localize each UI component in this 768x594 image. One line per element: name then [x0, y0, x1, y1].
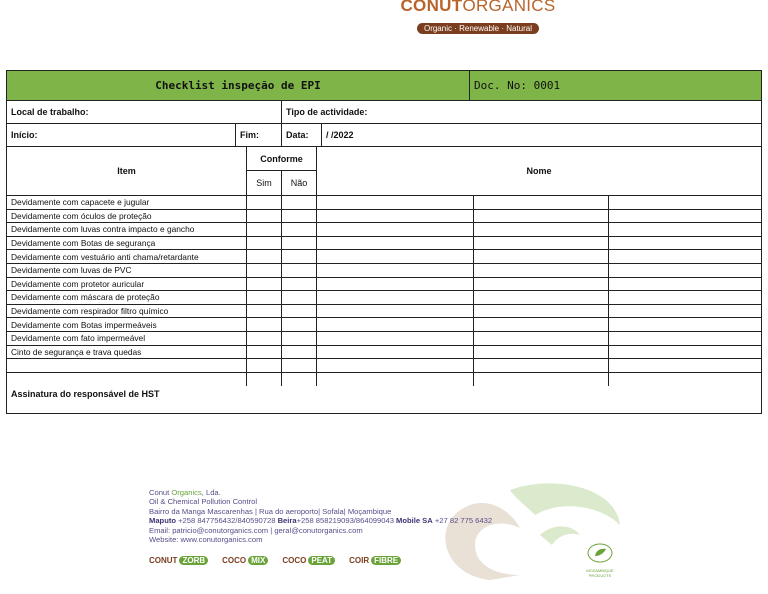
item-header: Item — [7, 147, 247, 195]
nome-cell[interactable] — [474, 250, 609, 263]
item-rows — [7, 196, 761, 386]
brand-pill: ZORB — [179, 556, 208, 565]
signature-field[interactable]: Assinatura do responsável de HST — [11, 389, 160, 400]
footer-company — [149, 488, 492, 497]
sim-checkbox[interactable] — [247, 318, 282, 331]
nome-cell[interactable] — [474, 373, 609, 387]
nome-cell[interactable] — [474, 196, 609, 209]
sim-checkbox[interactable] — [247, 196, 282, 209]
company-logo — [398, 0, 558, 35]
nao-checkbox[interactable] — [282, 196, 317, 209]
item-label: Devidamente com Botas impermeáveis — [7, 318, 247, 331]
sim-checkbox[interactable] — [247, 346, 282, 359]
nome-cell[interactable] — [609, 196, 761, 209]
local-row — [7, 101, 761, 124]
nao-checkbox[interactable] — [282, 359, 317, 372]
conforme-header — [247, 147, 317, 195]
table-row — [7, 305, 761, 319]
brand-mix — [222, 556, 268, 565]
sim-checkbox[interactable] — [247, 250, 282, 263]
table-row — [7, 264, 761, 278]
item-label: Devidamente com fato impermeável — [7, 332, 247, 345]
table-row — [7, 210, 761, 224]
nome-cell[interactable] — [474, 210, 609, 223]
item-label: Devidamente com máscara de proteção — [7, 291, 247, 304]
nome-cell[interactable] — [317, 332, 474, 345]
brand-peat — [282, 556, 335, 565]
logo-word-organics: ORGANICS — [462, 0, 556, 15]
nao-checkbox[interactable] — [282, 223, 317, 236]
nome-cell[interactable] — [609, 223, 761, 236]
nome-cell[interactable] — [609, 264, 761, 277]
table-row — [7, 373, 761, 387]
nome-cell[interactable] — [474, 237, 609, 250]
item-label: Devidamente com óculos de proteção — [7, 210, 247, 223]
nome-cell[interactable] — [474, 359, 609, 372]
signature-row — [7, 386, 761, 413]
table-row — [7, 346, 761, 360]
table-row — [7, 332, 761, 346]
form-title: Checklist inspeção de EPI — [7, 71, 470, 100]
nome-cell[interactable] — [609, 237, 761, 250]
brand-prefix: CONUT — [149, 556, 178, 565]
logo-tagline: Organic · Renewable · Natural — [417, 23, 539, 34]
beira-phone: +258 858219093/864099043 — [296, 516, 397, 526]
item-label: Devidamente com luvas contra impacto e gancho — [7, 223, 247, 236]
data-label: Data: — [282, 124, 322, 146]
item-label: Devidamente com protetor auricular — [7, 278, 247, 291]
swirl-green-mid — [540, 526, 580, 545]
table-row — [7, 291, 761, 305]
conforme-title: Conforme — [247, 147, 316, 171]
nome-cell[interactable] — [317, 305, 474, 318]
nao-header: Não — [290, 178, 308, 188]
nome-cell[interactable] — [609, 332, 761, 345]
nome-cell[interactable] — [474, 291, 609, 304]
sim-checkbox[interactable] — [247, 210, 282, 223]
brand-pill: FIBRE — [371, 556, 401, 565]
nao-checkbox[interactable] — [282, 237, 317, 250]
item-label: Devidamente com Botas de segurança — [7, 237, 247, 250]
footer-line2: Oil & Chemical Pollution Control — [149, 497, 258, 507]
nome-cell[interactable] — [474, 264, 609, 277]
footer-contact — [149, 488, 492, 544]
nome-cell[interactable] — [609, 305, 761, 318]
nome-cell[interactable] — [609, 250, 761, 263]
nome-cell[interactable] — [609, 210, 761, 223]
nome-cell[interactable] — [609, 346, 761, 359]
nome-cell[interactable] — [609, 373, 761, 387]
nome-cell[interactable] — [317, 346, 474, 359]
table-row — [7, 250, 761, 264]
nao-checkbox[interactable] — [282, 332, 317, 345]
item-label: Devidamente com respirador filtro químico — [7, 305, 247, 318]
doc-number: Doc. No: 0001 — [474, 79, 561, 92]
title-row — [7, 71, 761, 101]
nome-cell[interactable] — [609, 359, 761, 372]
logo-wordmark — [398, 0, 558, 16]
footer-website[interactable]: Website: www.conutorganics.com — [149, 535, 263, 545]
nome-cell[interactable] — [317, 237, 474, 250]
brand-pill: MIX — [248, 556, 268, 565]
table-row — [7, 196, 761, 210]
mobile-label: Mobile SA — [396, 516, 433, 526]
leaf-badge-icon — [586, 542, 614, 564]
nao-checkbox[interactable] — [282, 346, 317, 359]
sim-checkbox[interactable] — [247, 359, 282, 372]
nome-cell[interactable] — [474, 332, 609, 345]
nome-cell[interactable] — [317, 373, 474, 387]
nome-cell[interactable] — [609, 291, 761, 304]
nome-cell[interactable] — [474, 346, 609, 359]
product-brands — [149, 556, 401, 565]
footer-company-c: , Lda. — [201, 488, 221, 497]
local-field[interactable]: Local de trabalho: — [7, 101, 282, 123]
table-header — [7, 147, 761, 196]
item-label: Cinto de segurança e trava quedas — [7, 346, 247, 359]
brand-pill: PEAT — [308, 556, 335, 565]
brand-zorb — [149, 556, 208, 565]
maputo-label: Maputo — [149, 516, 176, 526]
beira-label: Beira — [277, 516, 297, 526]
nao-checkbox[interactable] — [282, 373, 317, 387]
sim-checkbox[interactable] — [247, 373, 282, 387]
sim-checkbox[interactable] — [247, 305, 282, 318]
nome-cell[interactable] — [317, 250, 474, 263]
nome-cell[interactable] — [317, 223, 474, 236]
item-label — [7, 359, 247, 372]
footer-phones — [149, 516, 492, 525]
brand-prefix: COIR — [349, 556, 370, 565]
brand-fibre — [349, 556, 401, 565]
logo-word-conut: CONUT — [400, 0, 463, 15]
footer-company-b: Organics — [171, 488, 202, 497]
footer-company-a: Conut — [149, 488, 172, 497]
table-row — [7, 223, 761, 237]
nome-cell[interactable] — [474, 318, 609, 331]
nao-checkbox[interactable] — [282, 305, 317, 318]
sim-checkbox[interactable] — [247, 237, 282, 250]
brand-prefix: COCO — [282, 556, 307, 565]
footer-email[interactable]: Email: patricio@conutorganics.com | geral@conutorganics.com — [149, 525, 363, 535]
inicio-field[interactable]: Início: — [7, 124, 236, 146]
nao-checkbox[interactable] — [282, 250, 317, 263]
nome-cell[interactable] — [474, 223, 609, 236]
sim-checkbox[interactable] — [247, 223, 282, 236]
nome-cell[interactable] — [609, 318, 761, 331]
badge-text: MOZAMBIQUE PRODUCTS — [586, 568, 614, 578]
sim-header: Sim — [247, 171, 282, 195]
nome-cell[interactable] — [474, 278, 609, 291]
sim-checkbox[interactable] — [247, 332, 282, 345]
nome-cell[interactable] — [317, 359, 474, 372]
swirl-green-top — [510, 483, 620, 525]
conforme-subheaders — [247, 171, 316, 195]
item-label — [7, 373, 247, 387]
nome-cell[interactable] — [317, 291, 474, 304]
nao-checkbox[interactable] — [282, 318, 317, 331]
nao-checkbox[interactable] — [282, 210, 317, 223]
data-field[interactable]: / /2022 — [326, 130, 354, 140]
item-label: Devidamente com luvas de PVC — [7, 264, 247, 277]
table-row — [7, 237, 761, 251]
item-label: Devidamente com capacete e jugular — [7, 196, 247, 209]
nome-cell[interactable] — [317, 264, 474, 277]
table-row — [7, 359, 761, 373]
nome-cell[interactable] — [474, 305, 609, 318]
dates-row — [7, 124, 761, 147]
fim-field[interactable]: Fim: — [236, 124, 282, 146]
tipo-actividade-field[interactable]: Tipo de actividade: — [286, 107, 368, 117]
table-row — [7, 318, 761, 332]
nome-cell[interactable] — [317, 318, 474, 331]
nao-checkbox[interactable] — [282, 264, 317, 277]
nao-checkbox[interactable] — [282, 278, 317, 291]
epi-checklist-table — [6, 70, 762, 414]
nome-cell[interactable] — [317, 210, 474, 223]
sim-checkbox[interactable] — [247, 278, 282, 291]
nome-cell[interactable] — [317, 196, 474, 209]
nome-cell[interactable] — [609, 278, 761, 291]
nome-cell[interactable] — [317, 278, 474, 291]
table-row — [7, 278, 761, 292]
maputo-phone: +258 847756432/840590728 — [176, 516, 278, 526]
sim-checkbox[interactable] — [247, 264, 282, 277]
sim-checkbox[interactable] — [247, 291, 282, 304]
nao-checkbox[interactable] — [282, 291, 317, 304]
mobile-phone: +27 82 775 6432 — [432, 516, 493, 526]
footer-address: Bairro da Manga Mascarenhas | Rua do aeroporto| Sofala| Moçambique — [149, 506, 392, 516]
nome-header: Nome — [526, 166, 552, 176]
mozambique-products-badge — [582, 542, 618, 578]
brand-prefix: COCO — [222, 556, 247, 565]
item-label: Devidamente com vestuário anti chama/retardante — [7, 250, 247, 263]
